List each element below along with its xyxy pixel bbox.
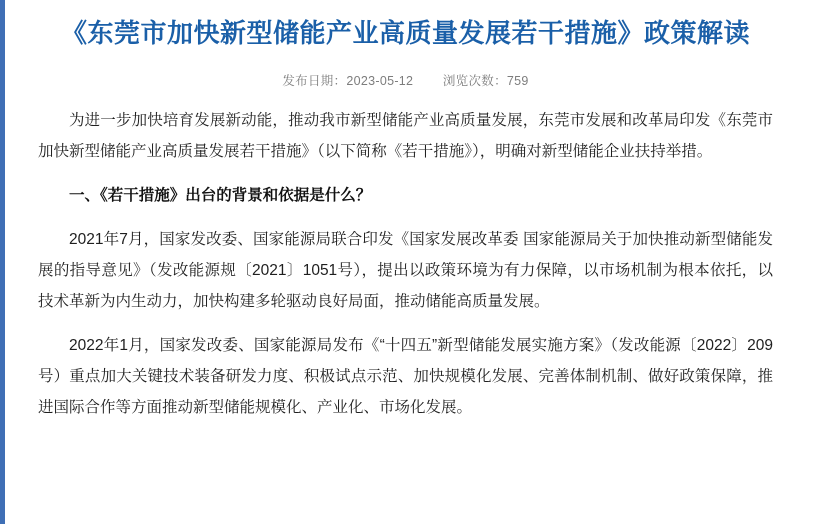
page-left-accent-rule [0, 0, 5, 524]
article-body [38, 105, 773, 423]
page-title: 《东莞市加快新型储能产业高质量发展若干措施》政策解读 [60, 18, 750, 48]
document-meta [38, 71, 773, 89]
view-count: 浏览次数：759 [442, 74, 529, 88]
paragraph-1: 2021年7月，国家发改委、国家能源局联合印发《国家发展改革委 国家能源局关于加快推动新型储能发展的指导意见》（发改能源规〔2021〕1051号），提出以政策环境为有力保障，以市场机制为根本依托，以技术革新为内生动力，加快构建多轮驱动良好局面，推动储能高质量发展。 [38, 231, 773, 310]
paragraph-intro: 为进一步加快培育发展新动能，推动我市新型储能产业高质量发展，东莞市发展和改革局印发《东莞市加快新型储能产业高质量发展若干措施》（以下简称《若干措施》），明确对新型储能企业扶持举措。 [38, 112, 773, 160]
paragraph-2: 2022年1月，国家发改委、国家能源局发布《“十四五”新型储能发展实施方案》（发改能源〔2022〕209号）重点加大关键技术装备研发力度、积极试点示范、加快规模化发展、完善体制机制、做好政策保障，推进国际合作等方面推动新型储能规模化、产业化、市场化发展。 [38, 337, 773, 416]
section-heading-1: 一、《若干措施》出台的背景和依据是什么？ [69, 187, 372, 204]
publish-date: 发布日期：2023-05-12 [282, 74, 414, 88]
